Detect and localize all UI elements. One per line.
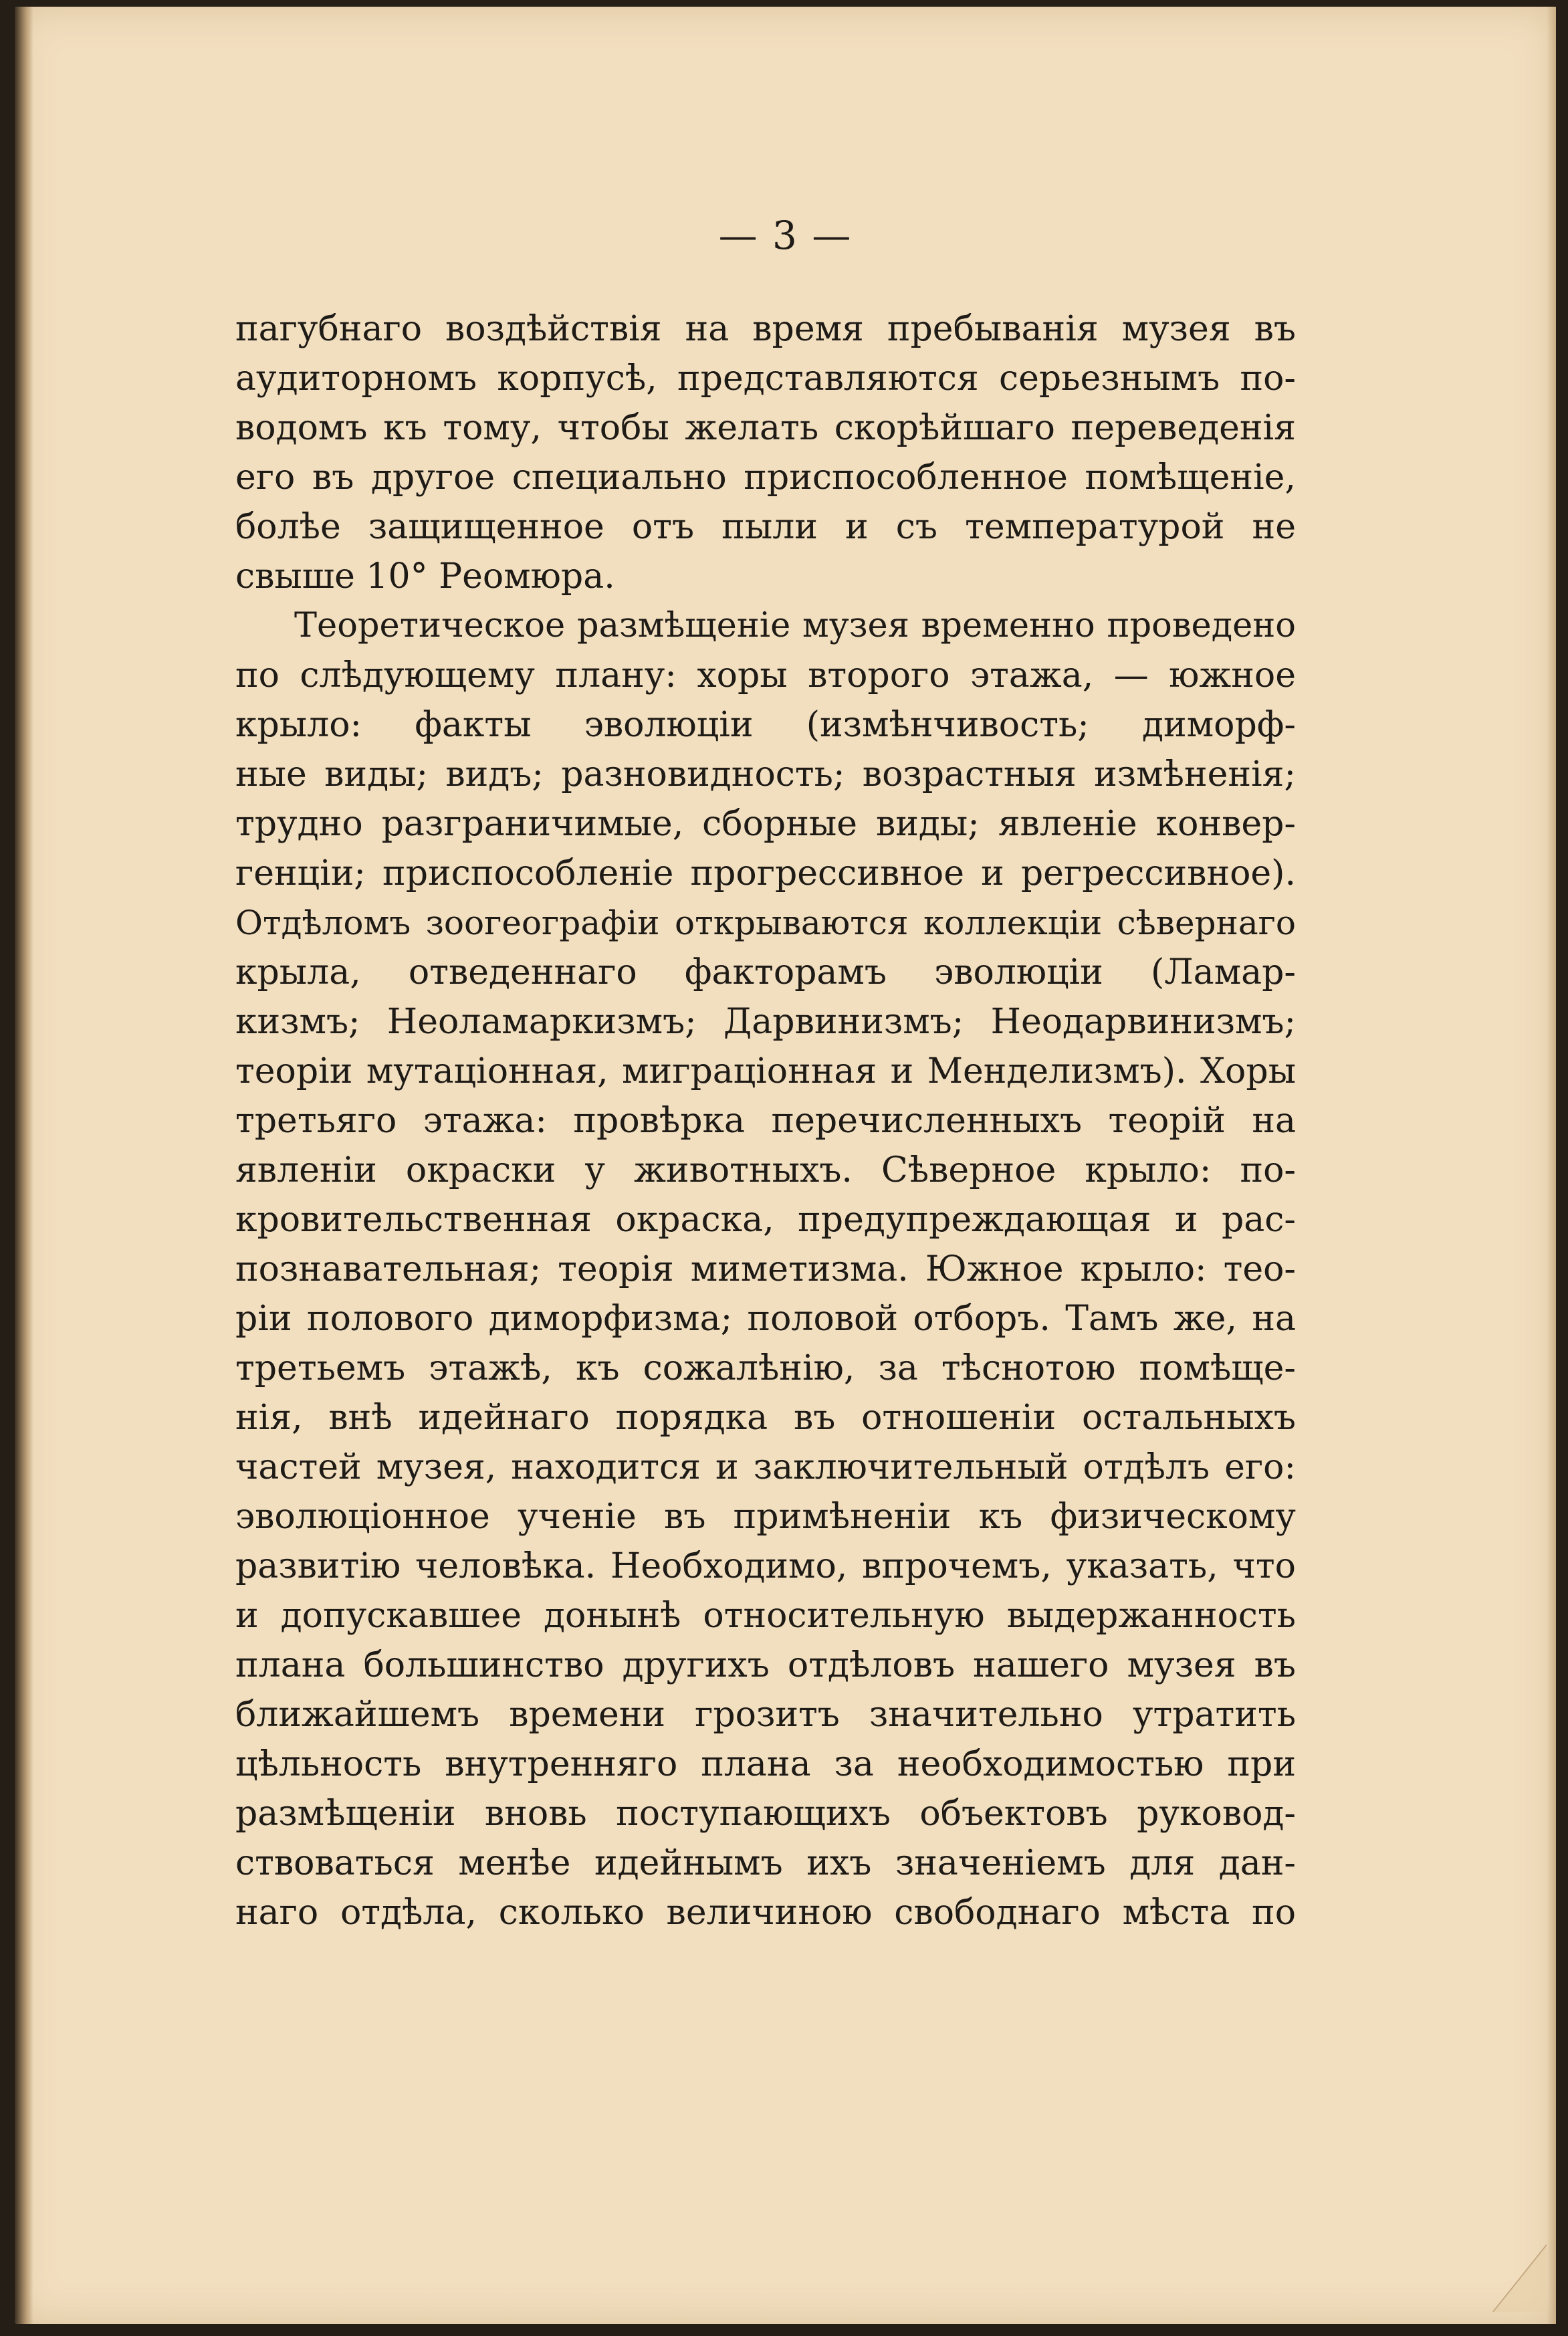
text-line: водомъ къ тому, чтобы желать скорѣйшаго переведенія bbox=[235, 408, 1296, 448]
text-line: крыла, отведеннаго факторамъ эволюціи (Ламар- bbox=[235, 952, 1296, 992]
text-line: кровительственная окраска, предупреждающая и рас- bbox=[235, 1200, 1296, 1240]
text-line: цѣльность внутренняго плана за необходимостью при bbox=[235, 1744, 1296, 1784]
text-line: болѣе защищенное отъ пыли и съ температурой не bbox=[235, 507, 1296, 547]
text-line: кизмъ; Неоламаркизмъ; Дарвинизмъ; Неодарвинизмъ; bbox=[235, 1002, 1296, 1042]
book-page bbox=[15, 7, 1556, 2324]
text-line: по слѣдующему плану: хоры второго этажа, — южное bbox=[235, 655, 1296, 696]
text-line: размѣщеніи вновь поступающихъ объектовъ руковод- bbox=[235, 1794, 1296, 1834]
page-corner-crease bbox=[1466, 2232, 1547, 2312]
text-line: Теоретическое размѣщеніе музея временно проведено bbox=[294, 606, 1296, 645]
page-right-edge bbox=[1547, 7, 1556, 2324]
text-line: аудиторномъ корпусѣ, представляются серьезнымъ по- bbox=[235, 358, 1296, 399]
text-line: его въ другое специально приспособленное помѣщеніе, bbox=[235, 457, 1296, 498]
page-body-text bbox=[235, 304, 1296, 1937]
text-line: крыло: факты эволюціи (измѣнчивость; диморф- bbox=[235, 705, 1296, 745]
text-line: третьемъ этажѣ, къ сожалѣнію, за тѣснотою помѣще- bbox=[235, 1348, 1296, 1388]
text-line: плана большинство другихъ отдѣловъ нашего музея въ bbox=[235, 1645, 1296, 1685]
text-line: ближайшемъ времени грозитъ значительно утратить bbox=[235, 1695, 1296, 1735]
text-line: нія, внѣ идейнаго порядка въ отношеніи остальныхъ bbox=[235, 1398, 1296, 1438]
page-number: — 3 — bbox=[718, 213, 853, 258]
page-spine-edge bbox=[15, 7, 33, 2324]
text-line: ріи полового диморфизма; половой отборъ. Тамъ же, на bbox=[235, 1299, 1296, 1339]
text-line: ные виды; видъ; разновидность; возрастныя измѣненія; bbox=[235, 754, 1296, 794]
text-line: свыше 10° Реомюра. bbox=[235, 556, 615, 597]
text-line: теоріи мутаціонная, миграціонная и Менделизмъ). Хоры bbox=[235, 1051, 1296, 1091]
text-line: развитію человѣка. Необходимо, впрочемъ, указать, что bbox=[235, 1546, 1296, 1586]
text-line: третьяго этажа: провѣрка перечисленныхъ теорій на bbox=[235, 1101, 1296, 1141]
text-line: познавательная; теорія миметизма. Южное крыло: тео- bbox=[235, 1249, 1296, 1289]
text-line: эволюціонное ученіе въ примѣненіи къ физическому bbox=[235, 1497, 1296, 1537]
text-line: пагубнаго воздѣйствія на время пребыванія музея въ bbox=[235, 309, 1296, 349]
text-line: наго отдѣла, сколько величиною свободнаго мѣста по bbox=[235, 1893, 1296, 1933]
text-line: и допускавшее донынѣ относительную выдержанность bbox=[235, 1596, 1296, 1636]
text-line: ствоваться менѣе идейнымъ ихъ значеніемъ для дан- bbox=[235, 1843, 1296, 1883]
text-line: частей музея, находится и заключительный отдѣлъ его: bbox=[235, 1447, 1296, 1487]
text-line: Отдѣломъ зоогеографіи открываются коллекціи сѣвернаго bbox=[235, 904, 1296, 942]
text-line: трудно разграничимые, сборные виды; явленіе конвер- bbox=[235, 804, 1296, 844]
text-line: генціи; приспособленіе прогрессивное и регрессивное). bbox=[235, 853, 1296, 893]
text-line: явленіи окраски у животныхъ. Сѣверное крыло: по- bbox=[235, 1150, 1296, 1190]
